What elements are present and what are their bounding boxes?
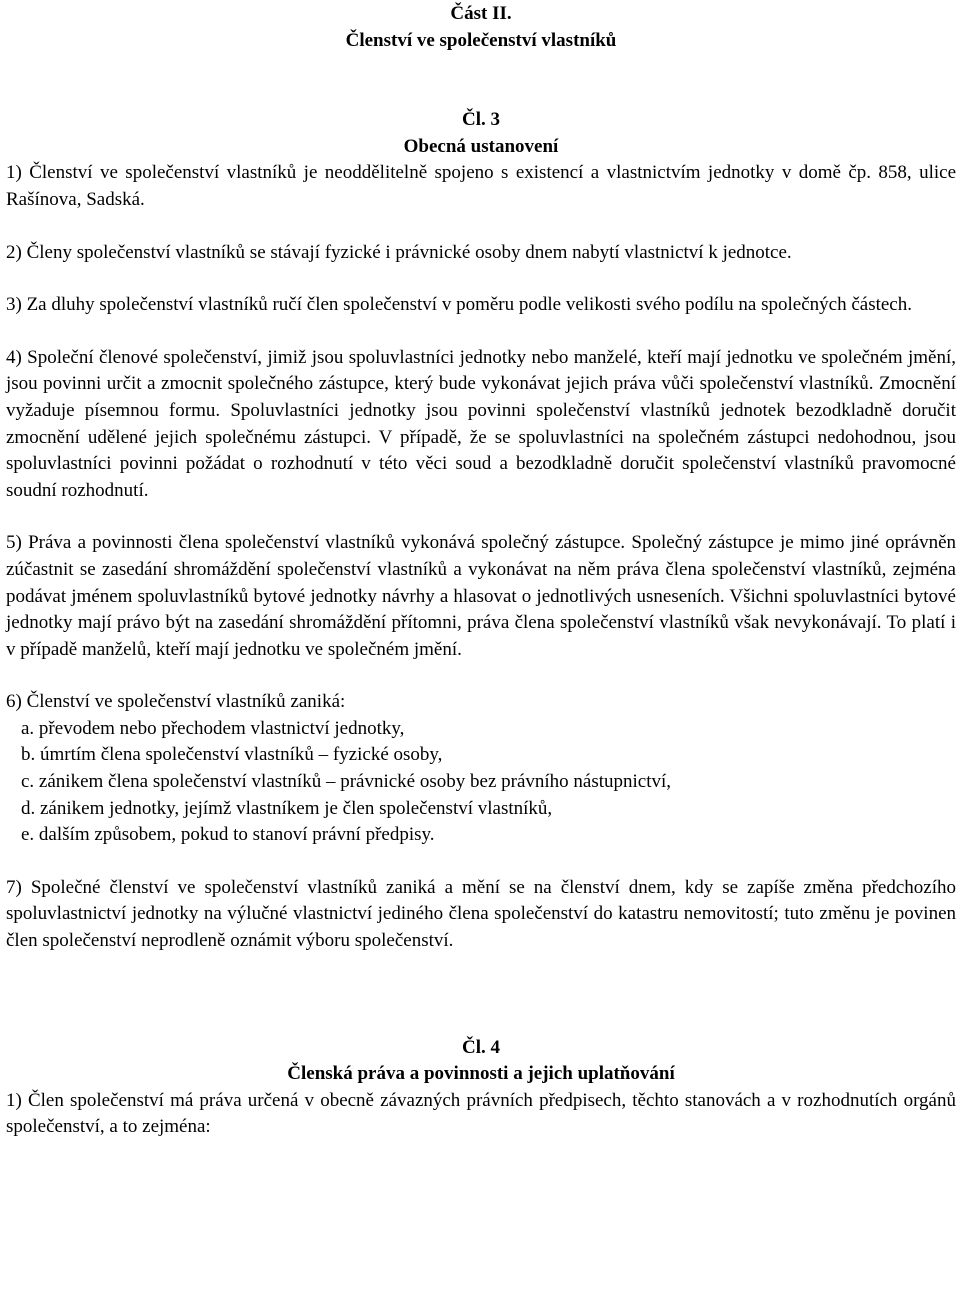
article4-title: Členská práva a povinnosti a jejich uplatňování bbox=[287, 1063, 675, 1085]
article3-number: Čl. 3 bbox=[462, 109, 500, 131]
article3-paragraph-6-intro: 6) Členství ve společenství vlastníků zaniká: bbox=[6, 691, 346, 713]
article3-title: Obecná ustanovení bbox=[403, 135, 559, 157]
termination-list bbox=[6, 716, 956, 849]
article3-paragraph-3: 3) Za dluhy společenství vlastníků ručí člen společenství v poměru podle velikosti svého podílu na společných částech. bbox=[6, 294, 912, 316]
article3-paragraph-1: 1) Členství ve společenství vlastníků je neoddělitelně spojeno s existencí a vlastnictvím jednotky v domě čp. 858, ulice Rašínova, Sadská. bbox=[6, 162, 956, 210]
list-item: b. úmrtím člena společenství vlastníků – fyzické osoby, bbox=[21, 744, 443, 766]
list-item: d. zánikem jednotky, jejímž vlastníkem je člen společenství vlastníků, bbox=[21, 797, 553, 819]
article3-paragraph-5: 5) Práva a povinnosti člena společenství vlastníků vykonává společný zástupce. Společný zástupce je mimo jiné oprávněn zúčastnit se zasedání shromáždění společenství vlastníků a vykonávat na něm práva člena společenství vlastníků, zejména podávat jménem spoluvlastníků bytové jednotky návrhy a hlasovat o jednotlivých usneseních. Všichni spoluvlastníci bytové jednotky mají právo být na zasedání shromáždění přítomni, práva člena společenství vlastníků však nevykonávají. To platí i v případě manželů, kteří mají jednotku ve společném jmění. bbox=[6, 532, 956, 660]
article4-paragraph-1: 1) Člen společenství má práva určená v obecně závazných právních předpisech, těchto stanovách a v rozhodnutích orgánů společenství, a to zejména: bbox=[6, 1089, 956, 1138]
list-item: e. dalším způsobem, pokud to stanoví právní předpisy. bbox=[21, 824, 435, 846]
list-item: c. zánikem člena společenství vlastníků – právnické osoby bez právního nástupnictví, bbox=[21, 771, 672, 793]
article3-paragraph-2: 2) Členy společenství vlastníků se stávají fyzické i právnické osoby dnem nabytí vlastnictví k jednotce. bbox=[6, 241, 792, 263]
list-item: a. převodem nebo přechodem vlastnictví jednotky, bbox=[21, 717, 405, 739]
part-number: Část II. bbox=[450, 3, 512, 24]
part-title: Členství ve společenství vlastníků bbox=[345, 29, 617, 51]
article4-number: Čl. 4 bbox=[462, 1036, 500, 1058]
article3-paragraph-4: 4) Společní členové společenství, jimiž jsou spoluvlastníci jednotky nebo manželé, kteří mají jednotku ve společném jmění, jsou povinni určit a zmocnit společného zástupce, který bude vykonávat jejich práva vůči společenství vlastníků. Zmocnění vyžaduje písemnou formu. Spoluvlastníci jednotky jsou povinni společenství vlastníků jednotek bezodkladně doručit zmocnění udělené jejich společnému zástupci. V případě, že se spoluvlastníci na společném zástupci nedohodnou, jsou spoluvlastníci povinni požádat o rozhodnutí v této věci soud a bezodkladně doručit společenství vlastníků pravomocné soudní rozhodnutí. bbox=[6, 346, 956, 501]
article3-paragraph-7: 7) Společné členství ve společenství vlastníků zaniká a mění se na členství dnem, kdy se zapíše změna předchozího spoluvlastnictví jednotky na výlučné vlastnictví jediného člena společenství do katastru nemovitostí; tuto změnu je povinen člen společenství neprodleně oznámit výboru společenství. bbox=[6, 876, 956, 952]
document-page bbox=[6, 1, 956, 1141]
